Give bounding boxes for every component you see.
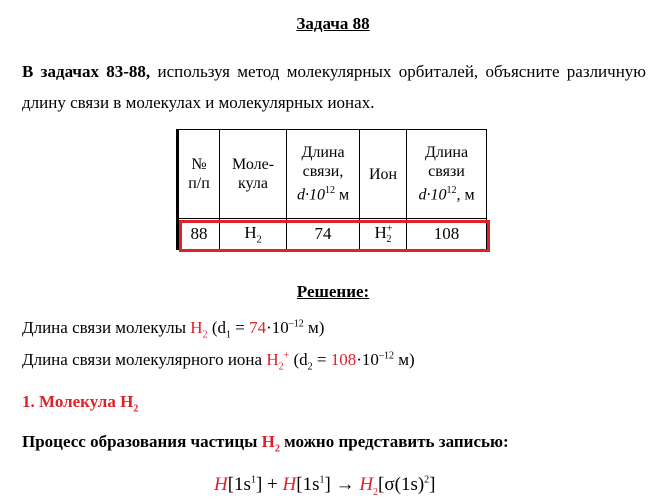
cell-molecule: $H_2$ — [220, 219, 287, 250]
table-header-row — [178, 130, 487, 219]
cell-number: 88 — [178, 219, 220, 250]
header-bond-length-molecule: Длина связи, $d\cdot 10^{12}$ м — [287, 130, 360, 219]
table-row — [178, 219, 487, 250]
task-title: Задача 88 — [296, 14, 370, 33]
header-bond-length-ion: Длина связи $d\cdot 10^{12}$, м — [407, 130, 487, 219]
task-text: используя метод молекулярных орбиталей, объясните различную длину связи в молекулах и молекулярных ионах. — [22, 62, 646, 112]
cell-bond-length-ion: 108 — [407, 219, 487, 250]
task-lead: В задачах 83-88, — [22, 62, 151, 81]
solution-title: Решение: — [296, 282, 370, 301]
cell-bond-length-molecule: 74 — [287, 219, 360, 250]
cell-ion: $H^+_2$ — [360, 219, 407, 250]
formation-equation: $H[1s^1] + H[1s^1] \to H_2[\sigma(1s)^2]$ — [214, 474, 436, 498]
section-heading-molecule: 1. Молекула $H_2$ — [22, 392, 139, 415]
bond-table-wrapper — [176, 129, 487, 250]
process-description: Процесс образования частицы $H_2$ можно представить записью: — [22, 432, 509, 455]
header-ion: Ион — [360, 130, 407, 219]
bond-length-molecule-line: Длина связи молекулы $H_2$ ($d_1 = 74\cdot 10^{-12}$ м) — [22, 318, 325, 341]
bond-length-ion-line: Длина связи молекулярного иона $H_2^+$ ($d_2 = 108\cdot 10^{-12}$ м) — [22, 350, 415, 373]
task-statement — [22, 56, 646, 118]
bond-length-table — [176, 129, 487, 250]
header-number: № п/п — [178, 130, 220, 219]
header-molecule: Моле- кула — [220, 130, 287, 219]
